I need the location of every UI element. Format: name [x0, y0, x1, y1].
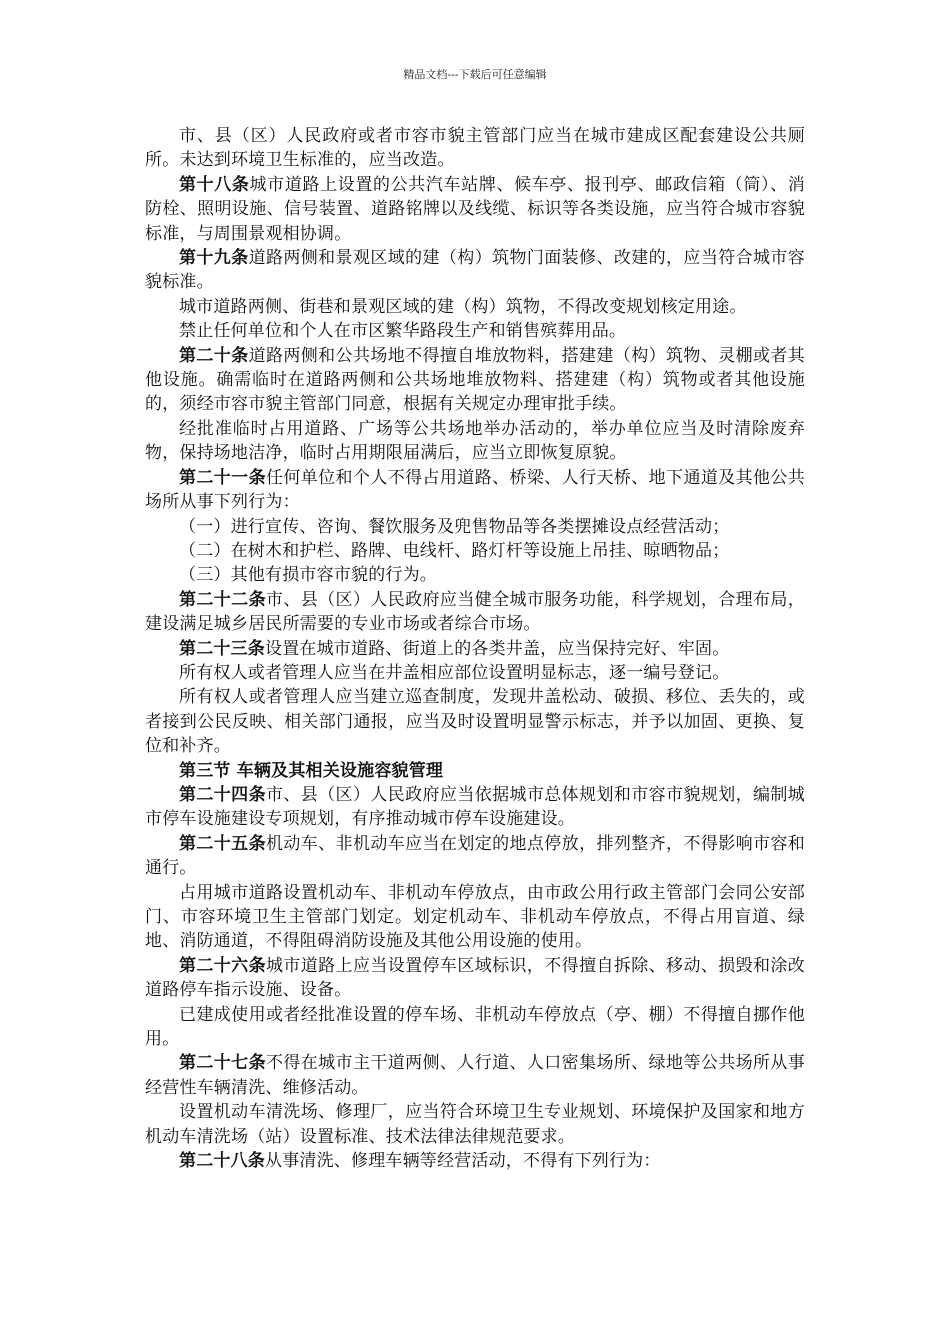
paragraph: 所有权人或者管理人应当在井盖相应部位设置明显标志，逐一编号登记。 — [179, 662, 730, 683]
paragraph: 经批准临时占用道路、广场等公共场地举办活动的，举办单位应当及时清除废弃物，保持场地洁净，临时占用期限届满后，应当立即恢复原貌。 — [145, 418, 805, 464]
article-25: 第二十五条机动车、非机动车应当在划定的地点停放，排列整齐，不得影响市容和通行。 — [145, 833, 806, 879]
paragraph: 禁止任何单位和个人在市区繁华路段生产和销售殡葬用品。 — [179, 321, 627, 342]
article-24: 第二十四条市、县（区）人民政府应当依据城市总体规划和市容市貌规划，编制城市停车设施建设专项规划，有序推动城市停车设施建设。 — [145, 784, 806, 830]
page-header: 精品文档---下载后可任意编辑 — [403, 68, 547, 81]
article-28: 第二十八条从事清洗、修理车辆等经营活动，不得有下列行为： — [179, 1151, 661, 1172]
paragraph: 设置机动车清洗场、修理厂，应当符合环境卫生专业规划、环境保护及国家和地方机动车清洗场（站）设置标准、技术法律法律规范要求。 — [145, 1102, 805, 1147]
document-body — [145, 124, 805, 1173]
list-item: （一）进行宣传、咨询、餐饮服务及兜售物品等各类摆摊设点经营活动； — [179, 516, 730, 537]
article-23: 第二十三条设置在城市道路、街道上的各类井盖，应当保持完好、牢固。 — [179, 638, 730, 659]
article-20: 第二十条道路两侧和公共场地不得擅自堆放物料，搭建建（构）筑物、灵棚或者其他设施。确需临时在道路两侧和公共场地堆放物料、搭建建（构）筑物或者其他设施的，须经市容市貌主管部门同意，根据有关规定办理审批手续。 — [145, 345, 805, 415]
article-18: 第十八条城市道路上设置的公共汽车站牌、候车亭、报刊亭、邮政信箱（筒）、消防栓、照明设施、信号装置、道路铭牌以及线缆、标识等各类设施，应当符合城市容貌标准，与周围景观相协调。 — [145, 174, 805, 244]
article-21: 第二十一条任何单位和个人不得占用道路、桥梁、人行天桥、地下通道及其他公共场所从事下列行为： — [145, 467, 806, 513]
paragraph: 所有权人或者管理人应当建立巡查制度，发现井盖松动、破损、移位、丢失的，或者接到公民反映、相关部门通报，应当及时设置明显警示标志，并予以加固、更换、复位和补齐。 — [145, 687, 805, 757]
list-item: （三）其他有损市容市貌的行为。 — [179, 565, 437, 586]
list-item: （二）在树木和护栏、路牌、电线杆、路灯杆等设施上吊挂、晾晒物品； — [179, 540, 730, 561]
article-19: 第十九条道路两侧和景观区域的建（构）筑物门面装修、改建的，应当符合城市容貌标准。 — [145, 248, 805, 293]
paragraph: 城市道路两侧、街巷和景观区域的建（构）筑物，不得改变规划核定用途。 — [179, 296, 747, 317]
paragraph: 已建成使用或者经批准设置的停车场、非机动车停放点（亭、棚）不得擅自挪作他用。 — [145, 1004, 805, 1050]
section-heading: 第三节 车辆及其相关设施容貌管理 — [179, 760, 444, 781]
paragraph: 市、县（区）人民政府或者市容市貌主管部门应当在城市建成区配套建设公共厕所。未达到环境卫生标准的，应当改造。 — [145, 126, 805, 171]
paragraph: 占用城市道路设置机动车、非机动车停放点，由市政公用行政主管部门会同公安部门、市容环境卫生主管部门划定。划定机动车、非机动车停放点，不得占用盲道、绿地、消防通道，不得阻碍消防设施及其他公用设施的使用。 — [145, 882, 805, 952]
article-27: 第二十七条不得在城市主干道两侧、人行道、人口密集场所、绿地等公共场所从事经营性车辆清洗、维修活动。 — [145, 1053, 806, 1098]
article-22: 第二十二条市、县（区）人民政府应当健全城市服务功能，科学规划，合理布局，建设满足城乡居民所需要的专业市场或者综合市场。 — [145, 589, 806, 635]
article-26: 第二十六条城市道路上应当设置停车区域标识，不得擅自拆除、移动、损毁和涂改道路停车指示设施、设备。 — [145, 955, 806, 1001]
